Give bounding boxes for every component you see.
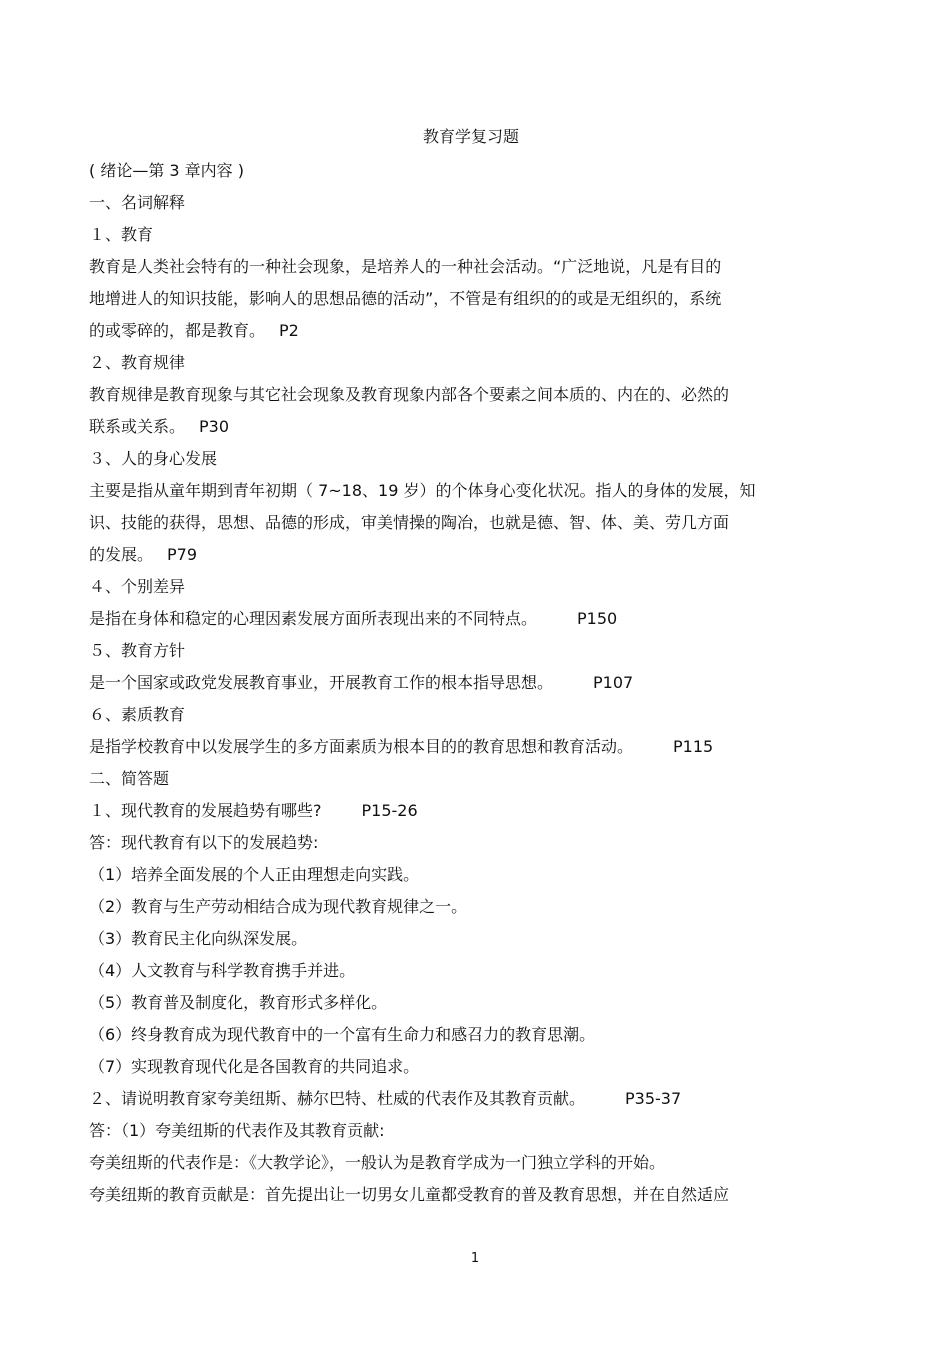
page-ref: P107 (593, 673, 634, 692)
answer-item: （5）教育普及制度化，教育形式多样化。 (89, 993, 388, 1012)
answer-item: （6）终身教育成为现代教育中的一个富有生命力和感召力的教育思潮。 (89, 1025, 596, 1044)
answer-intro: 答：（1）夸美纽斯的代表作及其教育贡献: (89, 1121, 385, 1140)
term-text: 是指学校教育中以发展学生的多方面素质为根本目的的教育思想和教育活动。 P115 (89, 737, 714, 756)
document-title: 教育学复习题 (422, 127, 519, 146)
term-heading: ２、教育规律 (89, 353, 186, 372)
term-text: 主要是指从童年期到青年初期（ 7~18、19 岁）的个体身心变化状况。指人的身体的发展，知 (89, 481, 756, 500)
answer-item: （1）培养全面发展的个人正由理想走向实践。 (89, 865, 420, 884)
document-body (89, 155, 849, 1211)
term-text: 是指在身体和稳定的心理因素发展方面所表现出来的不同特点。 P150 (89, 609, 618, 628)
term-text: 地增进人的知识技能，影响人的思想品德的活动”，不管是有组织的的或是无组织的，系统 (89, 289, 722, 308)
question-heading: ２、请说明教育家夸美纽斯、赫尔巴特、杜威的代表作及其教育贡献。 P35-37 (89, 1089, 682, 1108)
page-ref: P35-37 (625, 1089, 682, 1108)
answer-text: 夸美纽斯的教育贡献是：首先提出让一切男女儿童都受教育的普及教育思想，并在自然适应 (89, 1185, 730, 1204)
page-ref: P79 (167, 545, 198, 564)
page-ref: P115 (673, 737, 714, 756)
term-heading: １、教育 (89, 225, 154, 244)
section-heading-terms: 一、名词解释 (89, 193, 186, 212)
answer-item: （3）教育民主化向纵深发展。 (89, 929, 308, 948)
question-heading: １、现代教育的发展趋势有哪些? P15-26 (89, 801, 418, 820)
term-heading: ３、人的身心发展 (89, 449, 218, 468)
term-text: 是一个国家或政党发展教育事业，开展教育工作的根本指导思想。 P107 (89, 673, 634, 692)
term-text: 的发展。 P79 (89, 545, 198, 564)
term-text: 的或零碎的，都是教育。 P2 (89, 321, 299, 340)
page-ref: P150 (577, 609, 618, 628)
section-heading-short-answer: 二、简答题 (89, 769, 170, 788)
term-text: 教育规律是教育现象与其它社会现象及教育现象内部各个要素之间本质的、内在的、必然的 (89, 385, 730, 404)
answer-item: （7）实现教育现代化是各国教育的共同追求。 (89, 1057, 420, 1076)
page-ref: P2 (279, 321, 299, 340)
answer-intro: 答：现代教育有以下的发展趋势: (89, 833, 319, 852)
term-heading: ６、素质教育 (89, 705, 186, 724)
answer-item: （2）教育与生产劳动相结合成为现代教育规律之一。 (89, 897, 468, 916)
term-text: 识、技能的获得，思想、品德的形成，审美情操的陶冶，也就是德、智、体、美、劳几方面 (89, 513, 730, 532)
answer-item: （4）人文教育与科学教育携手并进。 (89, 961, 356, 980)
term-text: 教育是人类社会特有的一种社会现象，是培养人的一种社会活动。“广泛地说，凡是有目的 (89, 257, 722, 276)
scope-note: ( 绪论—第 3 章内容 ) (89, 161, 245, 180)
page-ref: P30 (199, 417, 230, 436)
page-number: 1 (470, 1251, 480, 1266)
term-heading: ４、个别差异 (89, 577, 186, 596)
answer-text: 夸美纽斯的代表作是：《大教学论》，一般认为是教育学成为一门独立学科的开始。 (89, 1153, 666, 1172)
page-ref: P15-26 (361, 801, 418, 820)
term-heading: ５、教育方针 (89, 641, 186, 660)
term-text: 联系或关系。 P30 (89, 417, 230, 436)
